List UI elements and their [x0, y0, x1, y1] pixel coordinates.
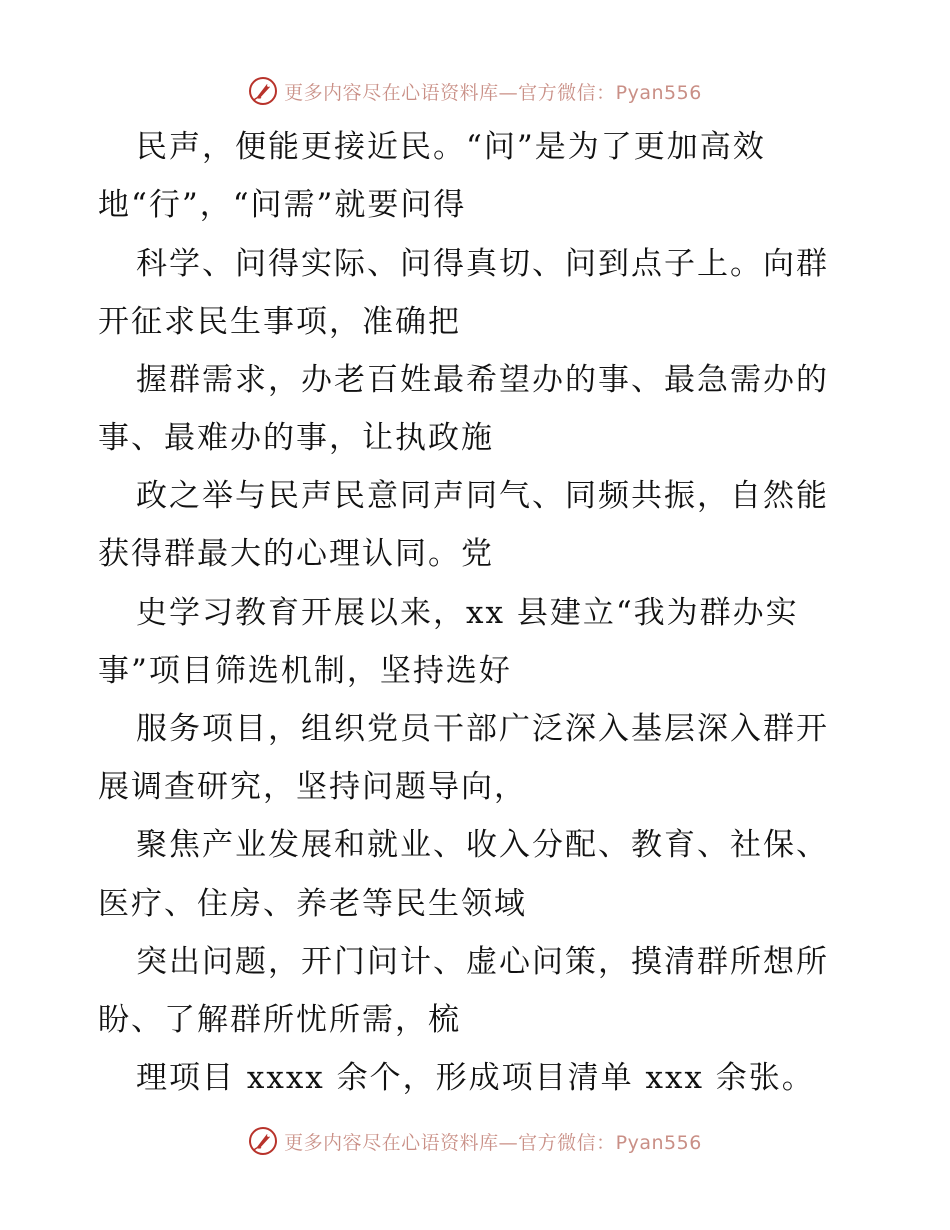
footer-watermark [0, 1121, 950, 1161]
text-line: 政之举与民声民意同声同气、同频共振，自然能 [136, 478, 829, 514]
watermark-wechat-id: Pyan556 [615, 81, 702, 104]
watermark-wechat-id: Pyan556 [615, 1131, 702, 1154]
text-line: 理项目 xxxx 余个，形成项目清单 xxx 余张。 [136, 1060, 815, 1096]
text-line: 事、最难办的事，让执政施 [98, 420, 494, 456]
text-line: 史学习教育开展以来，xx 县建立“我为群办实 [136, 595, 799, 631]
text-line: 开征求民生事项，准确把 [98, 304, 461, 340]
text-line: 服务项目，组织党员干部广泛深入基层深入群开 [136, 711, 829, 747]
text-line: 展调查研究，坚持问题导向， [98, 769, 527, 805]
text-line: 地“行”，“问需”就要问得 [98, 187, 467, 223]
text-line: 突出问题，开门问计、虚心问策，摸清群所想所 [136, 944, 829, 980]
text-line: 医疗、住房、养老等民生领域 [98, 886, 527, 922]
text-line: 科学、问得实际、问得真切、问到点子上。向群 [136, 246, 829, 282]
text-line: 聚焦产业发展和就业、收入分配、教育、社保、 [136, 827, 829, 863]
text-line: 盼、了解群所忧所需，梳 [98, 1002, 461, 1038]
pen-nib-circle-icon [248, 1126, 278, 1156]
watermark-text: 更多内容尽在心语资料库—官方微信： [284, 81, 616, 104]
text-line: 握群需求，办老百姓最希望办的事、最急需办的 [136, 362, 829, 398]
watermark-text: 更多内容尽在心语资料库—官方微信： [284, 1131, 616, 1154]
text-line: 事”项目筛选机制，坚持选好 [98, 653, 512, 689]
text-line: 获得群最大的心理认同。党 [98, 536, 494, 572]
text-line: 民声，便能更接近民。“问”是为了更加高效 [136, 129, 766, 165]
